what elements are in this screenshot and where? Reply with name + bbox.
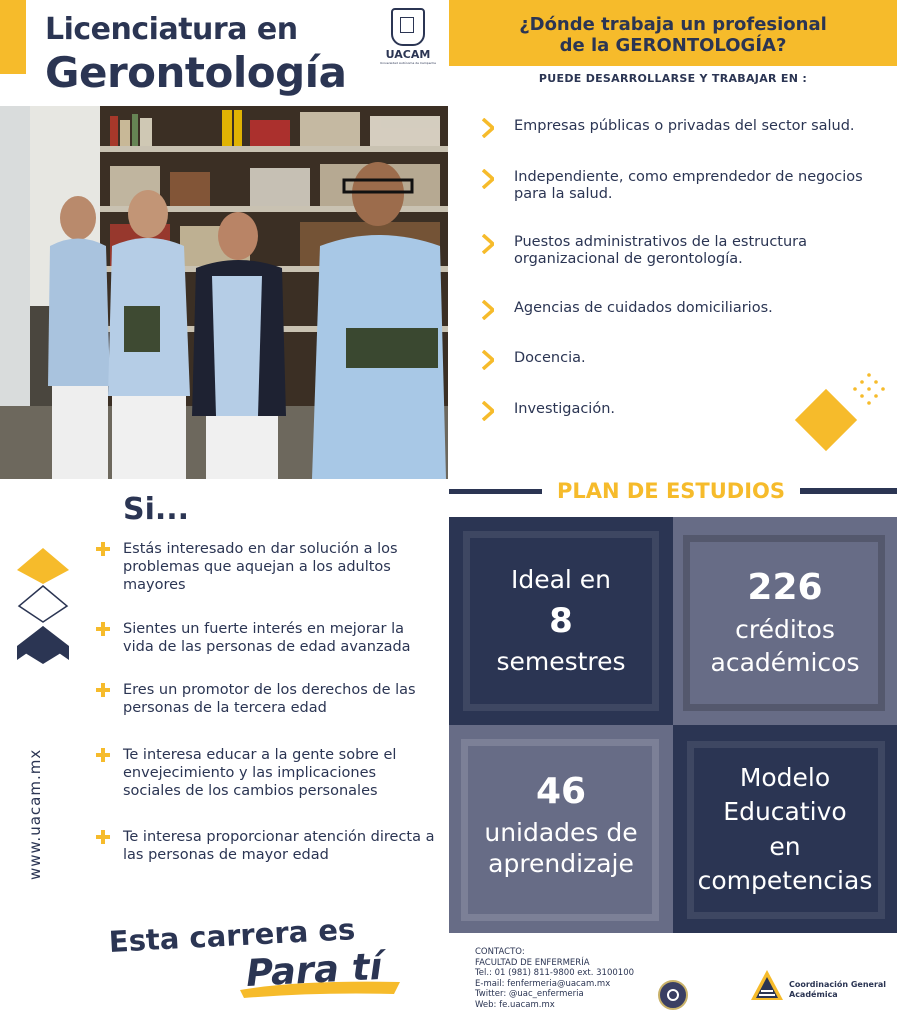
workplace-text: Investigación.: [514, 401, 615, 417]
chevron-right-icon: [482, 234, 494, 254]
workplace-item: [482, 234, 872, 268]
slogan-line-1: Esta carrera es: [108, 912, 356, 959]
plus-icon: [96, 748, 110, 762]
cga-line-2: Académica: [789, 989, 838, 999]
cga-logo-icon: [750, 968, 784, 1002]
plan-divider-right: [800, 488, 897, 494]
si-item-text: Sientes un fuerte interés en mejorar la vida de las personas de edad avanzada: [123, 621, 411, 655]
contact-faculty: FACULTAD DE ENFERMERÍA: [475, 957, 590, 968]
cga-label: [789, 980, 886, 999]
credits-line-2: académicos: [710, 648, 860, 677]
plan-model-box: [673, 725, 897, 933]
workplace-text: Independiente, como emprendedor de negocios para la salud.: [514, 169, 863, 202]
cga-line-1: Coordinación General: [789, 980, 887, 989]
students-photo-illustration: [0, 106, 448, 479]
si-item: [96, 540, 436, 594]
plan-semesters-box: [449, 517, 673, 725]
plan-credits-box: [673, 517, 897, 725]
workplace-text: Docencia.: [514, 350, 586, 366]
faculty-seal-icon: [658, 980, 688, 1010]
model-line-1: Modelo: [739, 763, 831, 792]
workplaces-title: [449, 14, 897, 56]
semesters-line-1: Ideal en: [510, 565, 612, 594]
plus-icon: [96, 542, 110, 556]
workplace-item: [482, 350, 872, 367]
plan-units-box: [449, 725, 673, 933]
si-heading: Si...: [123, 492, 190, 527]
contact-web[interactable]: Web: fe.uacam.mx: [475, 999, 555, 1010]
model-line-2: Educativo: [723, 797, 847, 826]
si-item: [96, 681, 436, 717]
contact-phone: Tel.: 01 (981) 811-9800 ext. 3100100: [475, 968, 635, 978]
semesters-line-2: semestres: [496, 647, 626, 676]
units-number: 46: [535, 771, 587, 812]
chevron-right-icon: [482, 118, 494, 138]
contact-block: [475, 947, 634, 1010]
chevron-right-icon: [482, 350, 494, 370]
si-item: [96, 746, 436, 800]
plan-title: PLAN DE ESTUDIOS: [556, 479, 786, 503]
workplace-text: Agencias de cuidados domiciliarios.: [514, 300, 773, 316]
diamond-decor: [795, 389, 857, 451]
credits-number: 226: [747, 567, 823, 608]
plus-icon: [96, 830, 110, 844]
plus-icon: [96, 683, 110, 697]
si-item-text: Te interesa proporcionar atención directa a las personas de mayor edad: [123, 829, 435, 863]
workplace-item: [482, 169, 872, 203]
dots-decor-icon: [852, 372, 886, 406]
workplaces-title-line-2: de la GERONTOLOGÍA?: [559, 35, 787, 56]
si-item-text: Te interesa educar a la gente sobre el envejecimiento y las implicaciones sociales de los cambios personales: [123, 747, 397, 799]
university-seal-icon: [391, 8, 425, 46]
plan-divider-left: [449, 489, 542, 494]
slogan-line-2: Para tí: [245, 944, 384, 995]
contact-heading: CONTACTO:: [475, 947, 525, 957]
chevron-right-icon: [482, 300, 494, 320]
contact-twitter[interactable]: Twitter: @uac_enfermeria: [475, 989, 584, 999]
model-line-3: en: [769, 832, 801, 861]
website-vertical[interactable]: www.uacam.mx: [26, 748, 44, 880]
uacam-logo: [378, 8, 438, 64]
workplace-item: [482, 300, 872, 317]
si-item-text: Eres un promotor de los derechos de las personas de la tercera edad: [123, 682, 416, 716]
workplace-text: Empresas públicas o privadas del sector salud.: [514, 118, 855, 134]
logo-name: UACAM: [385, 48, 431, 61]
chevron-stack-decor-icon: [17, 546, 69, 664]
units-line-2: aprendizaje: [488, 849, 634, 878]
units-line-1: unidades de: [484, 818, 638, 847]
plus-icon: [96, 622, 110, 636]
contact-email[interactable]: E-mail: fenfermeria@uacam.mx: [475, 978, 611, 989]
workplaces-title-line-1: ¿Dónde trabaja un profesional: [519, 14, 827, 35]
accent-bar: [0, 0, 26, 74]
semesters-number: 8: [549, 601, 573, 641]
si-item-text: Estás interesado en dar solución a los problemas que aquejan a los adultos mayores: [123, 541, 398, 593]
model-line-4: competencias: [697, 866, 873, 895]
title-line-1: Licenciatura en: [45, 12, 298, 47]
chevron-right-icon: [482, 401, 494, 421]
workplace-item: [482, 118, 872, 135]
workplace-text: Puestos administrativos de la estructura organizacional de gerontología.: [514, 234, 808, 267]
workplaces-subtitle: PUEDE DESARROLLARSE Y TRABAJAR EN :: [538, 72, 808, 85]
credits-line-1: créditos: [735, 615, 835, 644]
si-item: [96, 828, 436, 864]
title-line-2: Gerontología: [45, 48, 347, 97]
si-item: [96, 620, 436, 656]
logo-subtitle: Universidad Autónoma de Campeche: [380, 61, 436, 65]
students-photo: [0, 106, 448, 479]
chevron-right-icon: [482, 169, 494, 189]
